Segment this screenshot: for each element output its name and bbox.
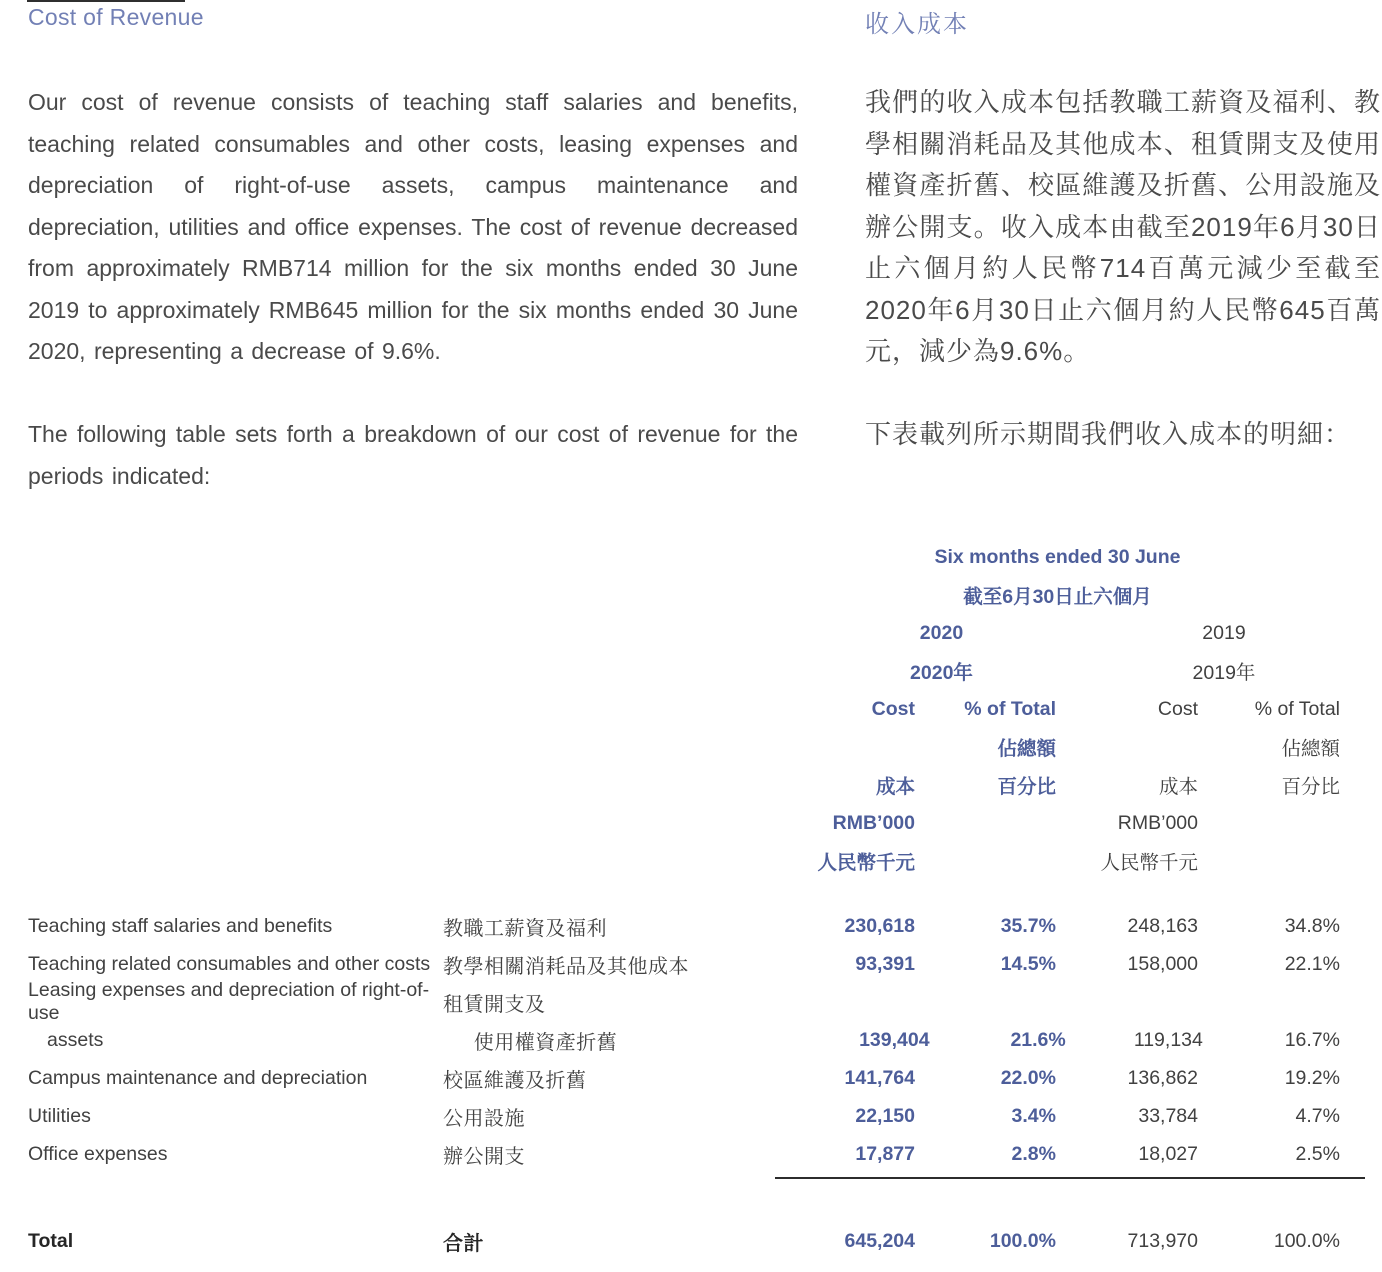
rule-total-gap xyxy=(28,1175,1340,1222)
table-period-header-row-en xyxy=(28,538,1340,576)
table-unit-row-en xyxy=(28,804,1340,842)
header-body-gap xyxy=(28,880,1340,907)
table-total-row xyxy=(28,1222,1340,1260)
period-header-en: Six months ended 30 June xyxy=(934,545,1181,568)
row-label-en: Utilities xyxy=(28,1104,91,1127)
year-2019-en: 2019 xyxy=(1202,621,1246,644)
row-label-zh: 辦公開支 xyxy=(443,1145,525,1168)
table-unit-row-zh xyxy=(28,842,1340,880)
body-paragraph-zh-1: 我們的收入成本包括教職工薪資及福利、教學相關消耗品及其他成本、租賃開支及使用權資產折舊、校區維護及折舊、公用設施及辦公開支。收入成本由截至2019年6月30日止六個月約人民幣714百萬元減少至截至2020年6月30日止六個月約人民幣645百萬元，減少為9.6%。 xyxy=(865,87,1381,366)
period-header-zh: 截至6月30日止六個月 xyxy=(963,586,1152,608)
cell-pct-2020: 2.8% xyxy=(1011,1142,1056,1165)
unit-2020-zh: 人民幣千元 xyxy=(817,852,915,874)
total-label-en: Total xyxy=(28,1229,74,1252)
cell-cost-2020: 139,404 xyxy=(859,1028,930,1051)
colhead-pct-2020-en: % of Total xyxy=(964,697,1056,720)
cell-pct-2020: 21.6% xyxy=(1010,1028,1066,1051)
cell-pct-2020: 3.4% xyxy=(1011,1104,1056,1127)
cell-cost-2020: 230,618 xyxy=(844,914,915,937)
row-label-zh: 租賃開支及 xyxy=(443,993,546,1016)
cell-pct-2019: 2.5% xyxy=(1295,1142,1340,1165)
table-year-row-en xyxy=(28,614,1340,652)
cell-pct-2020: 22.0% xyxy=(1000,1066,1056,1089)
year-2019-zh: 2019年 xyxy=(1192,662,1256,684)
cell-pct-2019: 22.1% xyxy=(1284,952,1340,975)
table-colhead-row-zh1 xyxy=(28,728,1340,766)
cell-cost-2019: 18,027 xyxy=(1138,1142,1198,1165)
unit-2020-en: RMB’000 xyxy=(832,811,915,834)
colhead-pct-2020-zh1: 佔總額 xyxy=(997,738,1056,760)
row-label-en: assets xyxy=(47,1028,104,1051)
table-row xyxy=(28,1059,1340,1097)
row-label-zh: 教職工薪資及福利 xyxy=(443,917,607,940)
colhead-pct-2019-zh2: 百分比 xyxy=(1281,776,1340,798)
cell-pct-2019: 19.2% xyxy=(1284,1066,1340,1089)
row-label-en: Teaching related consumables and other costs xyxy=(28,952,431,975)
row-label-en: Leasing expenses and depreciation of right-of-use xyxy=(28,979,430,1024)
cell-cost-2019: 33,784 xyxy=(1138,1104,1198,1127)
table-period-header-row-zh xyxy=(28,576,1340,614)
cell-pct-2019: 4.7% xyxy=(1295,1104,1340,1127)
total-cost-2020: 645,204 xyxy=(844,1229,915,1252)
row-label-zh: 公用設施 xyxy=(443,1107,525,1130)
colhead-cost-2019-en: Cost xyxy=(1157,697,1198,720)
cell-cost-2019: 158,000 xyxy=(1127,952,1198,975)
table-row xyxy=(28,945,1340,983)
year-2020-en: 2020 xyxy=(919,621,964,644)
body-paragraph-en-2: The following table sets forth a breakdown of our cost of revenue for the periods indicated: xyxy=(28,421,798,489)
row-label-zh: 校區維護及折舊 xyxy=(443,1069,587,1092)
year-2020-zh: 2020年 xyxy=(910,662,973,684)
cost-of-revenue-table xyxy=(28,538,1340,1260)
total-pct-2019: 100.0% xyxy=(1273,1229,1340,1252)
row-label-en: Campus maintenance and depreciation xyxy=(28,1066,368,1089)
table-colhead-row-zh2 xyxy=(28,766,1340,804)
cell-cost-2020: 93,391 xyxy=(855,952,915,975)
page-top-rule xyxy=(27,0,185,2)
colhead-pct-2019-en: % of Total xyxy=(1254,697,1340,720)
table-row xyxy=(28,1135,1340,1173)
cell-cost-2019: 119,134 xyxy=(1133,1028,1203,1051)
colhead-cost-2020-en: Cost xyxy=(871,697,915,720)
cell-pct-2020: 14.5% xyxy=(1000,952,1056,975)
cell-pct-2019: 34.8% xyxy=(1284,914,1340,937)
cell-cost-2020: 141,764 xyxy=(844,1066,915,1089)
cell-pct-2020: 35.7% xyxy=(1000,914,1056,937)
row-label-zh: 使用權資產折舊 xyxy=(473,1031,618,1054)
colhead-pct-2020-zh2: 百分比 xyxy=(997,776,1056,798)
total-label-zh: 合計 xyxy=(443,1232,484,1255)
body-paragraph-en-1: Our cost of revenue consists of teaching staff salaries and benefits, teaching related consumables and other costs, leasing expenses and depreciation of right-of-use assets, campus maintenance and depreciation, utilities and office expenses. The cost of revenue decreased from approximately RMB714 million for the six months ended 30 June 2019 to approximately RMB645 million for the six months ended 30 June 2020, representing a decrease of 9.6%. xyxy=(28,89,798,364)
colhead-cost-2019-zh: 成本 xyxy=(1158,776,1198,798)
cell-cost-2020: 17,877 xyxy=(855,1142,915,1165)
row-label-en: Office expenses xyxy=(28,1142,168,1165)
colhead-pct-2019-zh1: 佔總額 xyxy=(1281,738,1340,760)
cell-cost-2019: 136,862 xyxy=(1127,1066,1198,1089)
table-row xyxy=(28,1021,1340,1059)
section-heading-en: Cost of Revenue xyxy=(28,4,204,30)
section-heading-zh: 收入成本 xyxy=(865,11,969,38)
table-row xyxy=(28,979,1340,1024)
row-label-zh: 教學相關消耗品及其他成本 xyxy=(443,955,689,978)
unit-2019-zh: 人民幣千元 xyxy=(1100,852,1198,874)
cell-cost-2019: 248,163 xyxy=(1127,914,1198,937)
cell-pct-2019: 16.7% xyxy=(1284,1028,1340,1051)
row-label-en: Teaching staff salaries and benefits xyxy=(28,914,333,937)
table-row xyxy=(28,907,1340,945)
cell-cost-2020: 22,150 xyxy=(855,1104,915,1127)
table-colhead-row-en xyxy=(28,690,1340,728)
total-pct-2020: 100.0% xyxy=(989,1229,1056,1252)
total-cost-2019: 713,970 xyxy=(1127,1229,1198,1252)
body-paragraph-zh-2: 下表載列所示期間我們收入成本的明細： xyxy=(865,419,1352,449)
unit-2019-en: RMB’000 xyxy=(1117,811,1198,834)
colhead-cost-2020-zh: 成本 xyxy=(875,776,915,798)
table-year-row-zh xyxy=(28,652,1340,690)
table-total-rule xyxy=(775,1177,1365,1179)
table-row xyxy=(28,1097,1340,1135)
